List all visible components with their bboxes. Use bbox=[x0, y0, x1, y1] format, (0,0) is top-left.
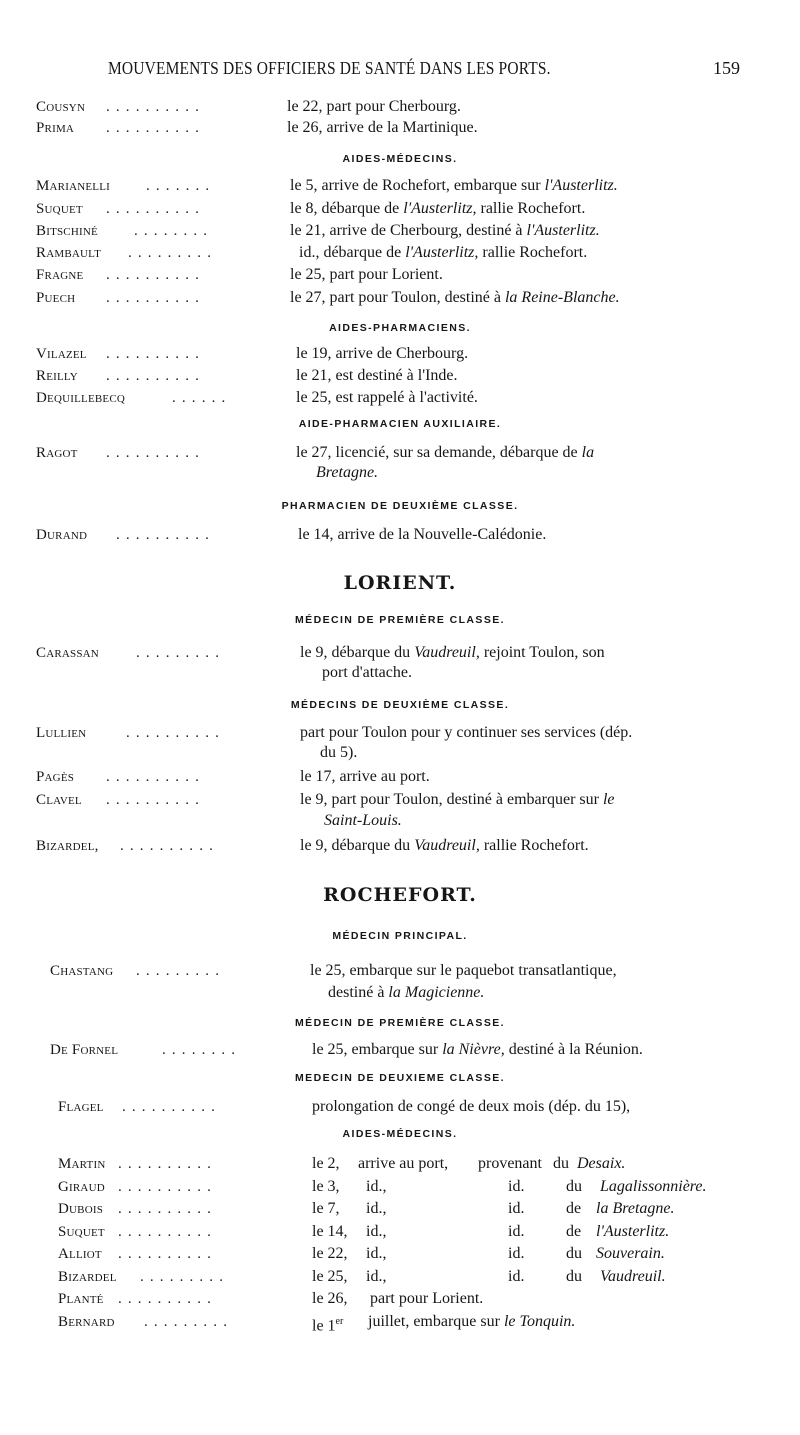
entry-text: le 17, arrive au port. bbox=[300, 768, 430, 785]
officer-name: Alliot bbox=[58, 1246, 102, 1262]
entry-text: le 21, est destiné à l'Inde. bbox=[296, 367, 458, 384]
officer-name: Fragne bbox=[36, 267, 84, 283]
officer-name: Dequillebecq bbox=[36, 390, 125, 406]
leader-dots: . . . . . . . . . . bbox=[116, 527, 211, 543]
ship-name: Souverain. bbox=[596, 1245, 665, 1262]
entry-text: le 9, débarque du Vaudreuil, rejoint Toulon, son bbox=[300, 644, 605, 661]
entry-text: le 27, part pour Toulon, destiné à la Reine-Blanche. bbox=[290, 289, 620, 306]
provenance-cell: id. bbox=[508, 1178, 525, 1195]
ship-name: Bretagne. bbox=[316, 464, 379, 481]
action-cell: part pour Lorient. bbox=[370, 1290, 484, 1307]
continuation-line: du 5). bbox=[320, 744, 358, 761]
entry-text: le 9, débarque du Vaudreuil, rallie Rochefort. bbox=[300, 837, 589, 854]
action-cell: id., bbox=[366, 1245, 387, 1262]
officer-name: Dubois bbox=[58, 1201, 104, 1217]
page-header bbox=[108, 58, 740, 84]
leader-dots: . . . . . . . . . . bbox=[126, 725, 221, 741]
ship-name: Vaudreuil, bbox=[414, 837, 480, 854]
entry-text: le 25, est rappelé à l'activité. bbox=[296, 389, 478, 406]
leader-dots: . . . . . . . . . . bbox=[120, 838, 215, 854]
ship-name: Desaix. bbox=[577, 1155, 626, 1172]
action-cell: id., bbox=[366, 1200, 387, 1217]
date-cell: le 26, bbox=[312, 1290, 348, 1307]
officer-name: Marianelli bbox=[36, 178, 110, 194]
officer-name: Flagel bbox=[58, 1099, 104, 1115]
continuation-line: port d'attache. bbox=[322, 664, 412, 681]
date-cell: le 14, bbox=[312, 1223, 348, 1240]
continuation-line bbox=[324, 812, 402, 830]
provenance-cell: provenant bbox=[478, 1155, 542, 1172]
officer-name: Ragot bbox=[36, 445, 78, 461]
leader-dots: . . . . . . . . . . bbox=[106, 346, 201, 362]
leader-dots: . . . . . . . . . . bbox=[106, 368, 201, 384]
officer-name: Suquet bbox=[36, 201, 83, 217]
officer-name: De Fornel bbox=[50, 1042, 119, 1058]
entry-text: le 14, arrive de la Nouvelle-Calédonie. bbox=[298, 526, 547, 543]
leader-dots: . . . . . . . . . bbox=[136, 645, 221, 661]
entry-text: le 21, arrive de Cherbourg, destiné à l'Austerlitz. bbox=[290, 222, 600, 239]
provenance-cell: id. bbox=[508, 1200, 525, 1217]
continuation-line: destiné à la Magicienne. bbox=[328, 984, 485, 1001]
officer-name: Reilly bbox=[36, 368, 78, 384]
leader-dots: . . . . . . . . . bbox=[140, 1269, 225, 1285]
ship-name: l'Austerlitz. bbox=[526, 222, 600, 239]
officer-name: Lullien bbox=[36, 725, 87, 741]
section-heading: MEDECIN DE DEUXIEME CLASSE. bbox=[295, 1072, 505, 1084]
officer-name: Prima bbox=[36, 120, 75, 136]
leader-dots: . . . . . . . . . . bbox=[118, 1291, 213, 1307]
provenance-cell: id. bbox=[508, 1268, 525, 1285]
officer-name: Pagès bbox=[36, 769, 75, 785]
entry-text: le 26, arrive de la Martinique. bbox=[287, 119, 478, 136]
officer-name: Carassan bbox=[36, 645, 99, 661]
ship-name: la Nièvre, bbox=[442, 1041, 505, 1058]
leader-dots: . . . . . . bbox=[172, 390, 227, 406]
leader-dots: . . . . . . . . . . bbox=[118, 1156, 213, 1172]
officer-name: Vilazel bbox=[36, 346, 87, 362]
action-cell: juillet, embarque sur le Tonquin. bbox=[368, 1313, 576, 1330]
date-cell: le 1er bbox=[312, 1316, 344, 1335]
date-cell: le 2, bbox=[312, 1155, 340, 1172]
leader-dots: . . . . . . . bbox=[146, 178, 211, 194]
officer-name: Suquet bbox=[58, 1224, 105, 1240]
section-heading: MÉDECIN DE PREMIÈRE CLASSE. bbox=[295, 614, 505, 626]
action-cell: arrive au port, bbox=[358, 1155, 449, 1172]
leader-dots: . . . . . . . . . bbox=[144, 1314, 229, 1330]
leader-dots: . . . . . . . . . bbox=[128, 245, 213, 261]
officer-name: Giraud bbox=[58, 1179, 105, 1195]
date-cell: le 7, bbox=[312, 1200, 340, 1217]
officer-name: Durand bbox=[36, 527, 88, 543]
continuation-line bbox=[316, 464, 378, 482]
entry-text: le 25, part pour Lorient. bbox=[290, 266, 443, 283]
leader-dots: . . . . . . . . . . bbox=[106, 290, 201, 306]
leader-dots: . . . . . . . . . . bbox=[106, 120, 201, 136]
leader-dots: . . . . . . . . . . bbox=[106, 267, 201, 283]
leader-dots: . . . . . . . . . . bbox=[118, 1201, 213, 1217]
section-heading: MÉDECIN PRINCIPAL. bbox=[332, 930, 468, 942]
preposition-cell: de bbox=[566, 1200, 582, 1217]
entry-text: le 5, arrive de Rochefort, embarque sur l'Austerlitz. bbox=[290, 177, 618, 194]
officer-name: Cousyn bbox=[36, 99, 86, 115]
officer-name: Bizardel, bbox=[36, 838, 99, 854]
ship-name: la Magicienne. bbox=[388, 984, 485, 1001]
ship-name: le Tonquin. bbox=[503, 1313, 576, 1330]
ship-name: Vaudreuil, bbox=[414, 644, 480, 661]
leader-dots: . . . . . . . . . . bbox=[106, 201, 201, 217]
preposition-cell: du bbox=[566, 1178, 582, 1195]
ship-name: Lagalissonnière. bbox=[600, 1178, 707, 1195]
leader-dots: . . . . . . . . . . bbox=[118, 1246, 213, 1262]
leader-dots: . . . . . . . . . bbox=[136, 963, 221, 979]
ship-name: le bbox=[602, 791, 615, 808]
entry-text: id., débarque de l'Austerlitz, rallie Rochefort. bbox=[299, 244, 588, 261]
officer-name: Bernard bbox=[58, 1314, 115, 1330]
entry-text: le 27, licencié, sur sa demande, débarque de la bbox=[296, 444, 595, 461]
officer-name: Martin bbox=[58, 1156, 106, 1172]
leader-dots: . . . . . . . . . . bbox=[106, 99, 201, 115]
port-heading-lorient: LORIENT. bbox=[343, 572, 457, 594]
date-cell: le 22, bbox=[312, 1245, 348, 1262]
action-cell: id., bbox=[366, 1268, 387, 1285]
leader-dots: . . . . . . . . bbox=[162, 1042, 237, 1058]
date-cell: le 3, bbox=[312, 1178, 340, 1195]
officer-name: Rambault bbox=[36, 245, 101, 261]
running-title: MOUVEMENTS DES OFFICIERS DE SANTÉ DANS LES PORTS. bbox=[108, 58, 551, 78]
leader-dots: . . . . . . . . . . bbox=[118, 1179, 213, 1195]
ship-name: la Reine-Blanche. bbox=[504, 289, 620, 306]
ship-name: l'Austerlitz. bbox=[544, 177, 618, 194]
officer-name: Bizardel bbox=[58, 1269, 117, 1285]
ship-name: la bbox=[581, 444, 595, 461]
section-heading: AIDES-PHARMACIENS. bbox=[329, 322, 471, 334]
officer-name: Chastang bbox=[50, 963, 114, 979]
ship-name: l'Austerlitz. bbox=[596, 1223, 670, 1240]
section-heading: AIDE-PHARMACIEN AUXILIAIRE. bbox=[298, 418, 502, 430]
leader-dots: . . . . . . . . . . bbox=[106, 769, 201, 785]
section-heading: MÉDECIN DE PREMIÈRE CLASSE. bbox=[295, 1017, 505, 1029]
ship-name: la Bretagne. bbox=[596, 1200, 675, 1217]
entry-text: part pour Toulon pour y continuer ses services (dép. bbox=[300, 724, 633, 741]
preposition-cell: du bbox=[553, 1155, 569, 1172]
officer-name: Puech bbox=[36, 290, 76, 306]
ship-name: l'Austerlitz, bbox=[403, 200, 477, 217]
section-heading: PHARMACIEN DE DEUXIÈME CLASSE. bbox=[281, 500, 519, 512]
leader-dots: . . . . . . . . bbox=[134, 223, 209, 239]
leader-dots: . . . . . . . . . . bbox=[106, 792, 201, 808]
officer-name: Planté bbox=[58, 1291, 104, 1307]
leader-dots: . . . . . . . . . . bbox=[118, 1224, 213, 1240]
entry-text: prolongation de congé de deux mois (dép. du 15), bbox=[312, 1098, 631, 1115]
preposition-cell: de bbox=[566, 1223, 582, 1240]
entry-text: le 25, embarque sur la Nièvre, destiné à la Réunion. bbox=[312, 1041, 643, 1058]
entry-text: le 22, part pour Cherbourg. bbox=[287, 98, 461, 115]
entry-text: le 19, arrive de Cherbourg. bbox=[296, 345, 469, 362]
ship-name: Vaudreuil. bbox=[600, 1268, 666, 1285]
provenance-cell: id. bbox=[508, 1223, 525, 1240]
officer-name: Bitschiné bbox=[36, 223, 98, 239]
preposition-cell: du bbox=[566, 1245, 582, 1262]
port-heading-rochefort: ROCHEFORT. bbox=[323, 884, 477, 906]
section-heading: MÉDECINS DE DEUXIÈME CLASSE. bbox=[290, 699, 510, 711]
leader-dots: . . . . . . . . . . bbox=[106, 445, 201, 461]
page-number: 159 bbox=[713, 58, 740, 78]
section-heading: AIDES-MÉDECINS. bbox=[342, 1128, 458, 1140]
entry-text: le 8, débarque de l'Austerlitz, rallie Rochefort. bbox=[290, 200, 586, 217]
ship-name: Saint-Louis. bbox=[324, 812, 402, 829]
provenance-cell: id. bbox=[508, 1245, 525, 1262]
date-cell: le 25, bbox=[312, 1268, 348, 1285]
officer-name: Clavel bbox=[36, 792, 82, 808]
entry-text: le 25, embarque sur le paquebot transatlantique, bbox=[310, 962, 617, 979]
preposition-cell: du bbox=[566, 1268, 582, 1285]
action-cell: id., bbox=[366, 1223, 387, 1240]
section-heading: AIDES-MÉDECINS. bbox=[342, 153, 458, 165]
entry-text: le 9, part pour Toulon, destiné à embarquer sur le bbox=[300, 791, 615, 808]
leader-dots: . . . . . . . . . . bbox=[122, 1099, 217, 1115]
ship-name: l'Austerlitz, bbox=[405, 244, 479, 261]
action-cell: id., bbox=[366, 1178, 387, 1195]
